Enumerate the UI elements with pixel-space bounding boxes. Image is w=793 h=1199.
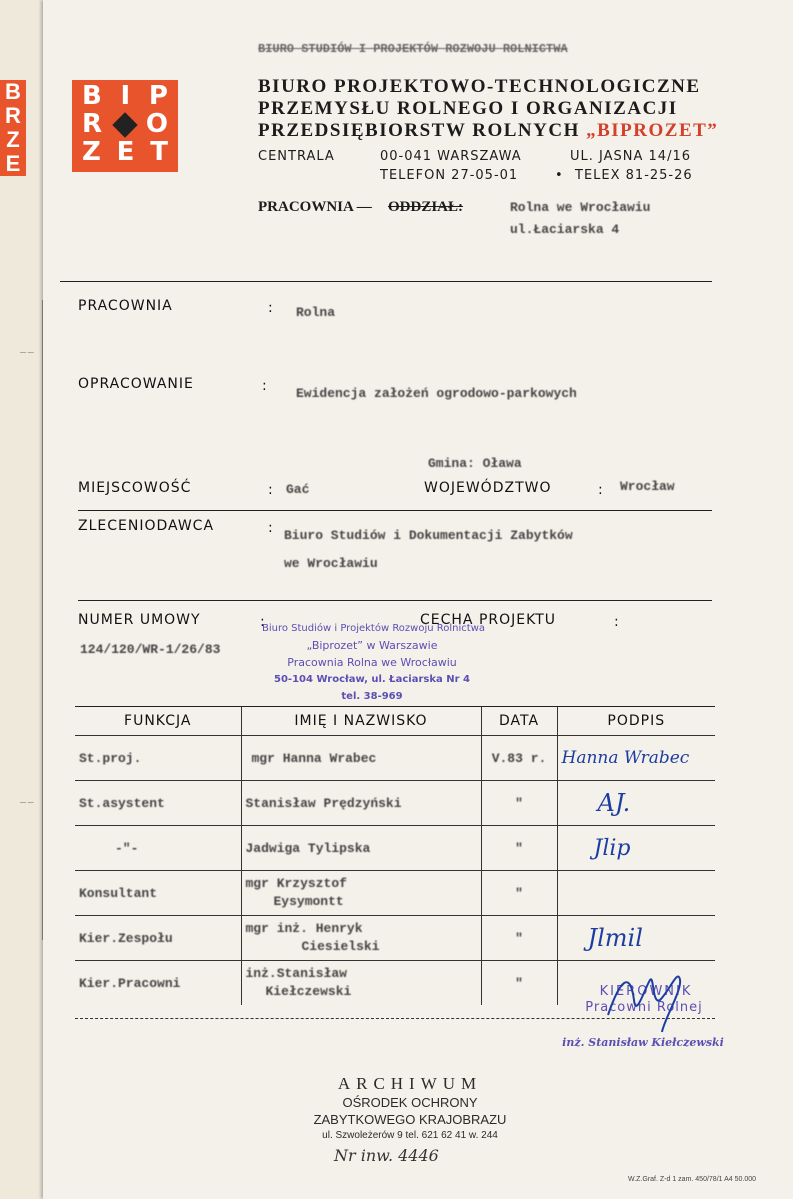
org-name-line1: BIURO PROJEKTOWO-TECHNOLOGICZNE: [258, 76, 701, 97]
miejscowosc-value: Gać: [286, 482, 310, 497]
colon: :: [262, 378, 268, 394]
numer-umowy-value: 124/120/WR-1/26/83: [80, 642, 221, 657]
gmina-value: Gmina: Oława: [428, 456, 522, 471]
org-name-line3-text: PRZEDSIĘBIORSTW ROLNYCH: [258, 120, 580, 141]
header-data: DATA: [481, 707, 557, 736]
form-divider: [78, 600, 712, 601]
biprozet-office-stamp: [262, 620, 486, 705]
back-sheet-fragment: — —: [20, 350, 34, 356]
back-sheet: [0, 0, 49, 1199]
logo-letter: I: [120, 81, 131, 111]
logo-letter: O: [145, 109, 168, 139]
row-name-line1: mgr Krzysztof: [245, 876, 347, 891]
wojewodztwo-value: Wrocław: [620, 479, 675, 494]
archive-title: ARCHIWUM: [337, 1074, 483, 1093]
zleceniodawca-value-line2: we Wrocławiu: [284, 556, 378, 571]
logo-letter: B: [82, 81, 102, 111]
row-funkcja: Konsultant: [75, 871, 241, 916]
opracowanie-label: OPRACOWANIE: [78, 376, 194, 392]
address-street: UL. JASNA 14/16: [570, 149, 691, 164]
row-name-line1: mgr inż. Henryk: [245, 921, 363, 936]
kierownik-signature-icon: [600, 960, 690, 1035]
oddzial-label: ODDZIAŁ:: [388, 199, 464, 215]
telefon: TELEFON 27-05-01: [380, 168, 519, 183]
row-funkcja: St.proj.: [75, 736, 241, 781]
row-name-line2: Eysymontt: [273, 894, 344, 909]
table-row: [75, 871, 715, 916]
bullet-separator: •: [555, 168, 563, 183]
logo-letter: T: [150, 137, 168, 167]
row-name-cell: [241, 871, 481, 916]
row-signature-empty: [557, 871, 715, 916]
row-funkcja: -"-: [75, 826, 241, 871]
header-podpis: PODPIS: [557, 707, 715, 736]
row-funkcja: Kier.Zespołu: [75, 916, 241, 961]
colon: :: [268, 482, 274, 498]
stamp-line4: 50-104 Wrocław, ul. Łaciarska Nr 4: [274, 674, 470, 685]
archive-line2: ZABYTKOWEGO KRAJOBRAZU: [313, 1112, 507, 1127]
archive-line1: OŚRODEK OCHRONY: [342, 1095, 478, 1110]
kierownik-stamp-line2: Pracowni Rolnej: [585, 1000, 703, 1015]
oddzial-address: ul.Łaciarska 4: [510, 222, 620, 237]
pracownia-header-label: PRACOWNIA —: [258, 199, 372, 215]
row-data: ": [481, 826, 557, 871]
stamp-line2: „Biprozet” w Warszawie: [306, 639, 438, 652]
org-brand: „BIPROZET”: [586, 120, 719, 141]
kierownik-stamp-line1: KIEROWNIK: [599, 984, 693, 999]
oddzial-value: Rolna we Wrocławiu: [510, 200, 651, 215]
row-data: ": [481, 961, 557, 1006]
colon: :: [598, 482, 604, 498]
colon: :: [268, 300, 274, 316]
row-signature: Jlip: [557, 826, 715, 871]
cecha-projektu-label: CECHA PROJEKTU: [420, 612, 557, 628]
back-sheet-fragment: — —: [20, 800, 34, 806]
header-funkcja: FUNKCJA: [75, 707, 241, 736]
print-footer: W.Z.Graf. Z-d 1 zam. 450/78/1 A4 50.000: [628, 1176, 757, 1183]
header-divider: [60, 281, 712, 282]
centrala-label: CENTRALA: [258, 149, 335, 164]
back-sheet-logo: B R Z E: [0, 80, 26, 176]
address-city: 00-041 WARSZAWA: [380, 149, 522, 164]
zleceniodawca-label: ZLECENIODAWCA: [78, 518, 215, 534]
row-name-line2: Ciesielski: [301, 939, 380, 954]
table-row: [75, 916, 715, 961]
row-funkcja: Kier.Pracowni: [79, 975, 181, 991]
row-name-line2: Kiełczewski: [265, 984, 352, 999]
row-signature: Jlmil: [557, 916, 715, 961]
row-signature: Hanna Wrabec: [557, 736, 715, 781]
form-divider: [78, 510, 712, 511]
org-name-line2: PRZEMYSŁU ROLNEGO I ORGANIZACJI: [258, 98, 678, 119]
miejscowosc-label: MIEJSCOWOŚĆ: [78, 480, 192, 496]
logo-letter: Z: [82, 137, 101, 167]
archive-line3: ul. Szwoleżerów 9 tel. 621 62 41 w. 244: [322, 1130, 498, 1141]
row-data: ": [481, 871, 557, 916]
logo-letter: P: [148, 81, 168, 111]
kierownik-stamp-line3: inż. Stanisław Kiełczewski: [562, 1036, 724, 1049]
pracownia-value: Rolna: [296, 305, 336, 320]
biprozet-logo: [72, 80, 178, 172]
telex: TELEX 81-25-26: [575, 168, 693, 183]
row-data: V.83 r.: [481, 736, 557, 781]
zleceniodawca-value-line1: Biuro Studiów i Dokumentacji Zabytków: [284, 528, 573, 543]
row-name-cell: [241, 961, 481, 1006]
archive-stamp: [260, 1074, 560, 1141]
colon: :: [268, 520, 274, 536]
struck-org-name: BIURO STUDIÓW I PROJEKTÓW ROZWOJU ROLNICTWA: [258, 42, 568, 56]
row-name: mgr Hanna Wrabec: [241, 736, 481, 781]
inventory-number-handwritten: Nr inw. 4446: [334, 1146, 439, 1165]
colon: :: [260, 614, 266, 630]
logo-letter: R: [82, 109, 103, 139]
row-name: Stanisław Prędzyński: [241, 781, 481, 826]
row-data: ": [481, 916, 557, 961]
numer-umowy-label: NUMER UMOWY: [78, 612, 201, 628]
stamp-line3: Pracownia Rolna we Wrocławiu: [287, 656, 457, 669]
row-funkcja: St.asystent: [75, 781, 241, 826]
row-signature: AJ.: [557, 781, 715, 826]
table-row: [75, 826, 715, 871]
row-name: Jadwiga Tylipska: [241, 826, 481, 871]
row-name-cell: [241, 916, 481, 961]
org-name-line3: [258, 120, 718, 142]
wojewodztwo-label: WOJEWÓDZTWO: [424, 480, 552, 496]
stamp-line1: Biuro Studiów i Projektów Rozwoju Rolnictwa: [262, 623, 486, 634]
table-header-row: [75, 707, 715, 736]
logo-letter: E: [116, 137, 135, 167]
back-sheet-form-edge: [2, 300, 43, 940]
opracowanie-value: Ewidencja założeń ogrodowo-parkowych: [296, 386, 577, 401]
row-data: ": [481, 781, 557, 826]
table-row: [75, 736, 715, 781]
stamp-line5: tel. 38-969: [341, 691, 403, 702]
table-row: [75, 781, 715, 826]
pracownia-label: PRACOWNIA: [78, 298, 173, 314]
colon: :: [614, 614, 620, 630]
row-name-line1: inż.Stanisław: [245, 966, 347, 981]
header-imie-nazwisko: IMIĘ I NAZWISKO: [241, 707, 481, 736]
